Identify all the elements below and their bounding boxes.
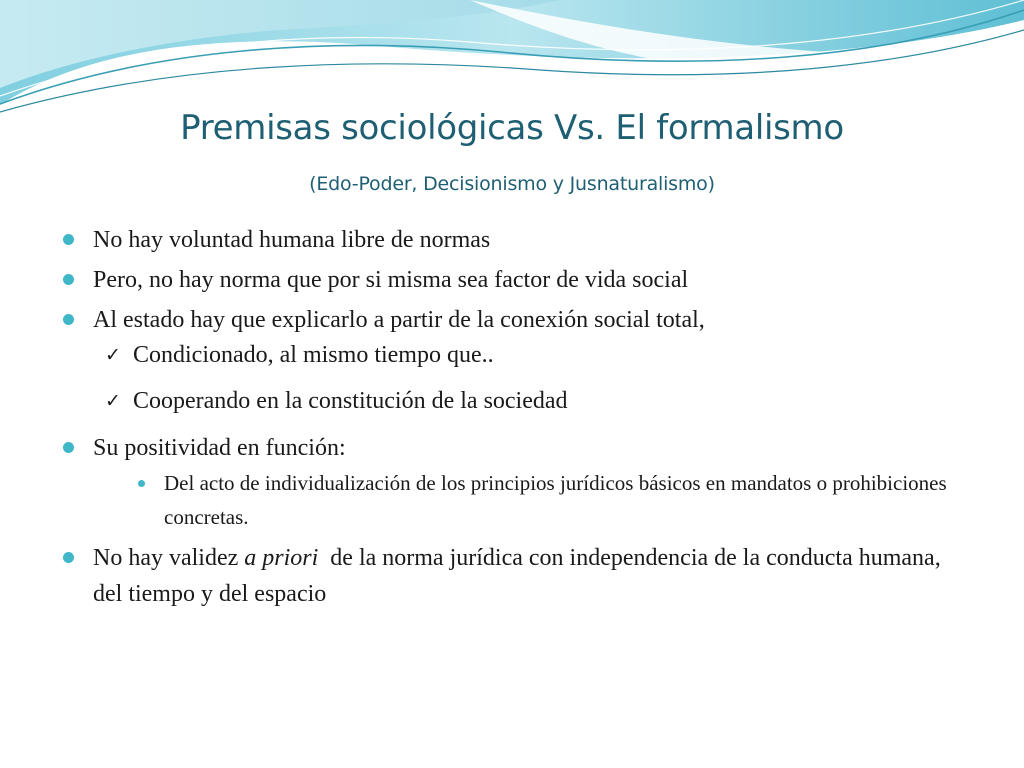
sub-bullet-item bbox=[60, 466, 960, 534]
bullet-text-italic: a priori bbox=[244, 545, 319, 571]
bullet-text-start: No hay validez bbox=[93, 545, 245, 571]
bullet-text-end: de la norma jurídica con independencia de la conducta humana, del tiempo y del espacio bbox=[93, 545, 947, 607]
bullet-text: Pero, no hay norma que por si misma sea factor de vida social bbox=[93, 267, 689, 293]
bullet-icon bbox=[63, 234, 74, 245]
bullet-icon bbox=[63, 314, 74, 325]
bullet-list bbox=[60, 222, 960, 616]
check-item bbox=[60, 384, 960, 418]
bullet-item bbox=[60, 222, 960, 258]
check-text: Condicionado, al mismo tiempo que.. bbox=[133, 342, 494, 368]
checkmark-icon: ✓ bbox=[105, 344, 121, 366]
sub-bullet-icon bbox=[138, 480, 145, 487]
bullet-item bbox=[60, 430, 960, 466]
bullet-text: No hay voluntad humana libre de normas bbox=[93, 227, 491, 253]
bullet-icon bbox=[63, 552, 74, 563]
bullet-item bbox=[60, 262, 960, 298]
bullet-icon bbox=[63, 274, 74, 285]
bullet-text: Su positividad en función: bbox=[93, 435, 346, 461]
bullet-icon bbox=[63, 442, 74, 453]
bullet-item bbox=[60, 540, 960, 612]
slide-subtitle: (Edo-Poder, Decisionismo y Jusnaturalismo) bbox=[309, 173, 715, 195]
checkmark-icon: ✓ bbox=[105, 390, 121, 412]
bullet-item bbox=[60, 302, 960, 338]
sub-bullet-text: Del acto de individualización de los principios jurídicos básicos en mandatos o prohibiciones concretas. bbox=[164, 471, 947, 529]
check-text: Cooperando en la constitución de la sociedad bbox=[133, 388, 568, 414]
slide-title: Premisas sociológicas Vs. El formalismo bbox=[180, 108, 844, 148]
bullet-text: Al estado hay que explicarlo a partir de la conexión social total, bbox=[93, 307, 705, 333]
check-item bbox=[60, 338, 960, 372]
